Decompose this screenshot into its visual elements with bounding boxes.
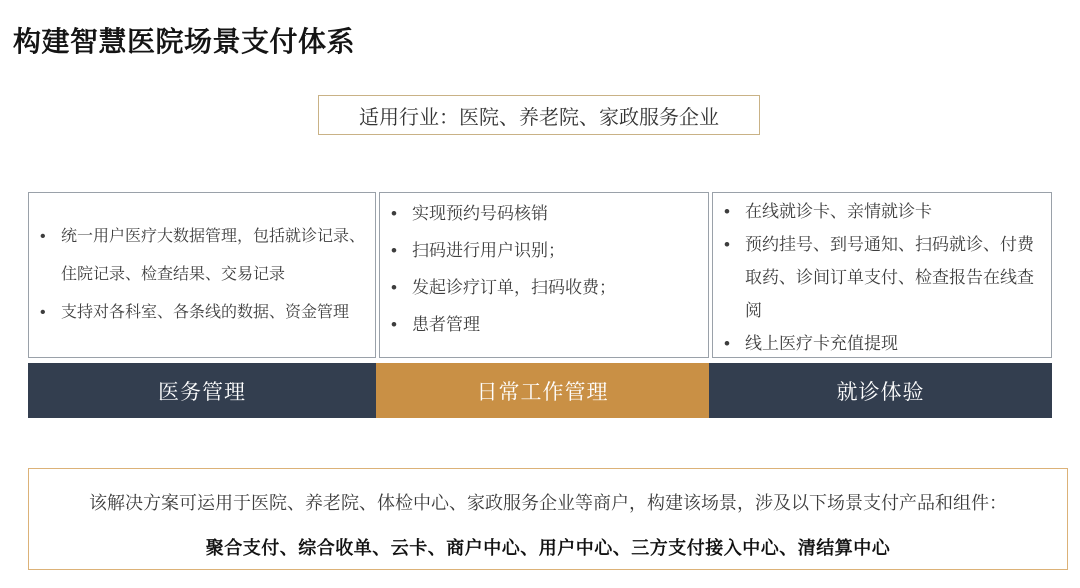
industry-scope-box [318,95,760,135]
bullet-item: • 扫码进行用户识别； [380,232,704,269]
bullet-item: • 预约挂号、到号通知、扫码就诊、付费取药、诊间订单支付、检查报告在线查阅 [713,228,1047,327]
feature-columns [28,192,1052,358]
bullet-list-patient-experience [713,195,1047,358]
bullet-item: • 线上医疗卡充值提现 [713,327,1047,358]
bullet-item: • 统一用户医疗大数据管理，包括就诊记录、住院记录、检查结果、交易记录 [29,218,371,294]
bullet-item: • 患者管理 [380,306,704,343]
page-title: 构建智慧医院场景支付体系 [13,26,356,57]
category-bars [28,363,1052,418]
industry-scope-text: 适用行业：医院、养老院、家政服务企业 [359,106,719,129]
bullet-list-daily-work-management [380,195,704,343]
payment-components-text: 聚合支付、综合收单、云卡、商户中心、用户中心、三方支付接入中心、清结算中心 [205,538,891,558]
column-box-patient-experience [712,192,1052,358]
solution-summary-box [28,468,1068,570]
column-box-daily-work-management [379,192,709,358]
bullet-item: • 实现预约号码核销 [380,195,704,232]
bar-patient-experience: 就诊体验 [709,363,1052,418]
bullet-item: • 支持对各科室、各条线的数据、资金管理 [29,294,371,332]
bullet-item: • 发起诊疗订单，扫码收费； [380,269,704,306]
bar-medical-management: 医务管理 [28,363,376,418]
column-box-medical-management [28,192,376,358]
bar-daily-work-management: 日常工作管理 [376,363,709,418]
bullet-list-medical-management [29,218,371,332]
bullet-item: • 在线就诊卡、亲情就诊卡 [713,195,1047,228]
solution-summary-text: 该解决方案可运用于医院、养老院、体检中心、家政服务企业等商户，构建该场景，涉及以下场景支付产品和组件： [89,493,1007,513]
